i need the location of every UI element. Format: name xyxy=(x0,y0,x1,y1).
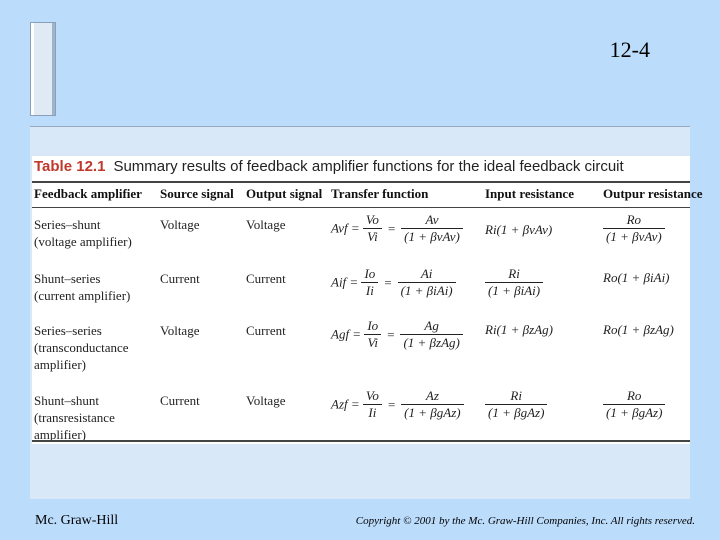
table-caption: Summary results of feedback amplifier functions for the ideal feedback circuit xyxy=(113,158,624,175)
table-row-4-amplifier: Shunt–shunt (transresistance amplifier) xyxy=(34,393,115,442)
table-rule-bottom xyxy=(32,440,690,442)
table-row-4-transfer: Azf = $\frac{Vo}{Ii}$ = $\frac{Az}{\text{(1 + βgAz)}}$ xyxy=(331,388,464,421)
table-rule-top xyxy=(32,181,690,183)
table-row-4-output: Voltage xyxy=(246,393,286,408)
table-row-2-output: Current xyxy=(246,271,286,286)
table-row-3-amplifier: Series–series (transconductance amplifier) xyxy=(34,323,129,372)
header-input-resistance: Input resistance xyxy=(485,186,574,201)
table-row-4-source: Current xyxy=(160,393,200,408)
table-row-4-input-resistance: $\frac{Ri}{\text{(1 + βgAz)}}$ xyxy=(485,388,547,421)
table-row-1-input-resistance: Ri(1 + βvAv) xyxy=(485,222,553,237)
header-output-signal: Output signal xyxy=(246,186,323,201)
table-row-1-output-resistance: $\frac{Ro}{\text{(1 + βvAv)}}$ xyxy=(603,212,665,245)
header-source-signal: Source signal xyxy=(160,186,234,201)
table-row-1-transfer: Avf = $\frac{Vo}{Vi}$ = $\frac{Av}{\text{(1 + βvAv)}}$ xyxy=(331,212,463,245)
slide-decoration xyxy=(30,22,56,116)
table-row-2-transfer: Aif = $\frac{Io}{Ii}$ = $\frac{Ai}{\text{(1 + βiAi)}}$ xyxy=(331,266,456,299)
table-rule-header xyxy=(32,207,690,208)
table-row-3-transfer: Agf = $\frac{Io}{Vi}$ = $\frac{Ag}{\text{(1 + βzAg)}}$ xyxy=(331,318,463,351)
table-row-3-input-resistance: Ri(1 + βzAg) xyxy=(485,322,553,337)
table-row-1-output: Voltage xyxy=(246,217,286,232)
header-output-resistance: Outpur resistance xyxy=(603,186,703,201)
table-number: Table 12.1 xyxy=(34,158,106,175)
table-row-4-output-resistance: $\frac{Ro}{\text{(1 + βgAz)}}$ xyxy=(603,388,665,421)
table-row-3-output: Current xyxy=(246,323,286,338)
table-row-2-output-resistance: Ro(1 + βiAi) xyxy=(603,270,670,285)
table-row-1-amplifier: Series–shunt (voltage amplifier) xyxy=(34,217,132,249)
header-feedback-amplifier: Feedback amplifier xyxy=(34,186,142,201)
table-row-2-source: Current xyxy=(160,271,200,286)
table-row-3-output-resistance: Ro(1 + βzAg) xyxy=(603,322,674,337)
table-row-2-amplifier: Shunt–series (current amplifier) xyxy=(34,271,131,303)
header-transfer-function: Transfer function xyxy=(331,186,429,201)
footer-copyright: Copyright © 2001 by the Mc. Graw-Hill Companies, Inc. All rights reserved. xyxy=(355,515,695,527)
table-row-1-source: Voltage xyxy=(160,217,200,232)
table-title xyxy=(32,156,690,182)
table-row-3-source: Voltage xyxy=(160,323,200,338)
table-row-2-input-resistance: $\frac{Ri}{\text{(1 + βiAi)}}$ xyxy=(485,266,543,299)
slide-number: 12-4 xyxy=(609,37,650,62)
footer-publisher: Mc. Graw-Hill xyxy=(35,513,119,528)
